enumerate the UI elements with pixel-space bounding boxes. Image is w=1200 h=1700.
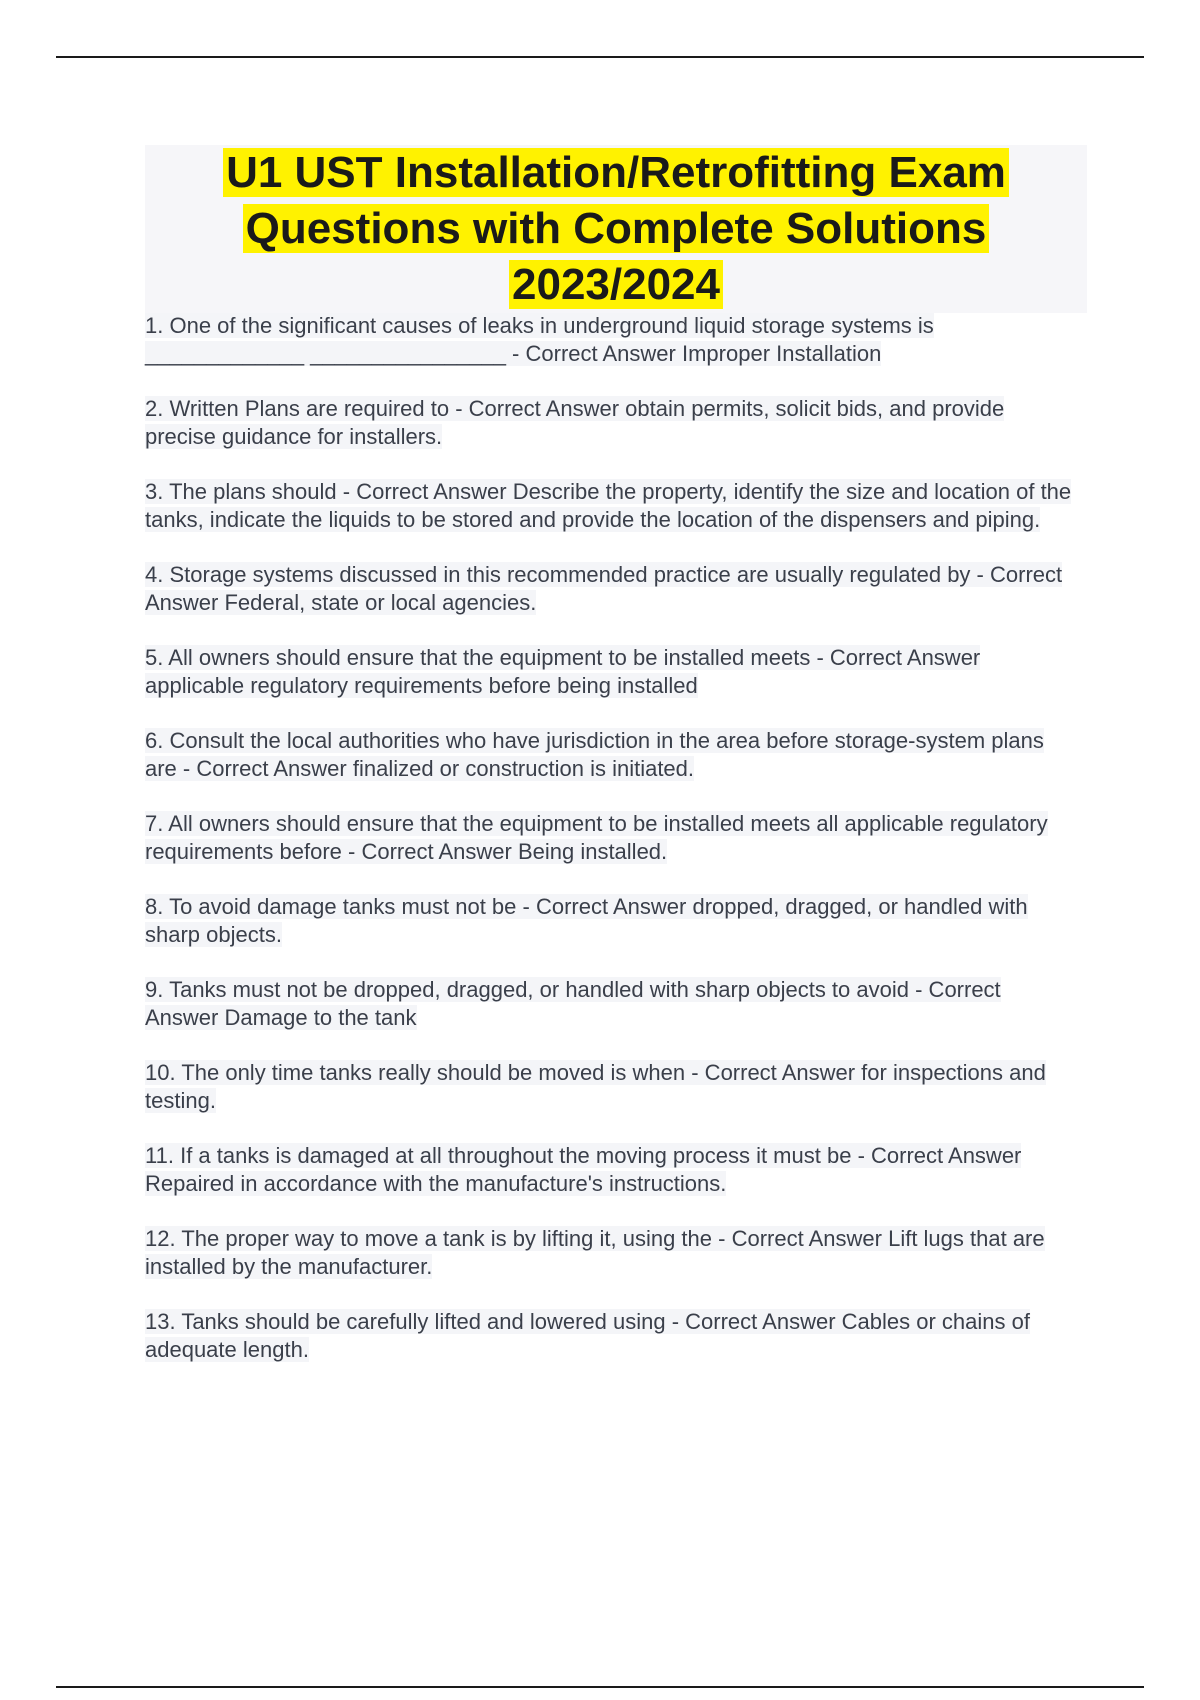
answer-text: finalized or construction is initiated. bbox=[352, 756, 695, 781]
question-item-2: 2. Written Plans are required to - Correct Answer obtain permits, solicit bids, and provide precise guidance for installers. bbox=[145, 396, 1005, 449]
answer-text: Lift lugs that are installed by the manufacturer. bbox=[145, 1226, 1045, 1279]
title-line-2: Questions with Complete Solutions bbox=[145, 201, 1087, 257]
answer-text: Describe the property, identify the size and location of the tanks, indicate the liquids to be stored and provide the location of the dispensers and piping. bbox=[145, 479, 1072, 532]
top-rule bbox=[56, 56, 1144, 58]
question-item-1: 1. One of the significant causes of leaks in underground liquid storage systems is _____________ ________________ - Correct Answer Improper Installation bbox=[145, 313, 934, 366]
question-item-5: 5. All owners should ensure that the equipment to be installed meets - Correct Answer applicable regulatory requirements before being installed bbox=[145, 645, 981, 698]
answer-text: Cables or chains of adequate length. bbox=[145, 1309, 1030, 1362]
answer-text: applicable regulatory requirements before being installed bbox=[145, 673, 698, 698]
answer-text: Damage to the tank bbox=[224, 1005, 417, 1030]
answer-text: for inspections and testing. bbox=[145, 1060, 1046, 1113]
question-item-4: 4. Storage systems discussed in this recommended practice are usually regulated by - Correct Answer Federal, state or local agencies. bbox=[145, 562, 1063, 615]
question-item-11: 11. If a tanks is damaged at all throughout the moving process it must be - Correct Answer Repaired in accordance with the manufacture's instructions. bbox=[145, 1143, 1022, 1196]
answer-text: Federal, state or local agencies. bbox=[224, 590, 537, 615]
question-item-7: 7. All owners should ensure that the equipment to be installed meets all applicable regulatory requirements before - Correct Answer Being installed. bbox=[145, 811, 1048, 864]
question-item-3: 3. The plans should - Correct Answer Describe the property, identify the size and location of the tanks, indicate the liquids to be stored and provide the location of the dispensers and piping. bbox=[145, 479, 1072, 532]
answer-text: Being installed. bbox=[517, 839, 668, 864]
answer-text: dropped, dragged, or handled with sharp objects. bbox=[145, 894, 1028, 947]
question-item-13: 13. Tanks should be carefully lifted and lowered using - Correct Answer Cables or chains of adequate length. bbox=[145, 1309, 1030, 1362]
question-item-6: 6. Consult the local authorities who have jurisdiction in the area before storage-system plans are - Correct Answer finalized or construction is initiated. bbox=[145, 728, 1044, 781]
title-line-1: U1 UST Installation/Retrofitting Exam bbox=[145, 145, 1087, 201]
answer-text: Repaired in accordance with the manufacture's instructions. bbox=[145, 1171, 727, 1196]
question-list bbox=[145, 312, 1075, 1391]
question-item-12: 12. The proper way to move a tank is by lifting it, using the - Correct Answer Lift lugs that are installed by the manufacturer. bbox=[145, 1226, 1045, 1279]
title-line-3: 2023/2024 bbox=[145, 257, 1087, 313]
document-title bbox=[145, 145, 1087, 313]
answer-text: Improper Installation bbox=[681, 341, 882, 366]
question-item-9: 9. Tanks must not be dropped, dragged, or handled with sharp objects to avoid - Correct Answer Damage to the tank bbox=[145, 977, 1001, 1030]
question-item-10: 10. The only time tanks really should be moved is when - Correct Answer for inspections and testing. bbox=[145, 1060, 1046, 1113]
bottom-rule bbox=[56, 1686, 1144, 1688]
answer-text: obtain permits, solicit bids, and provide precise guidance for installers. bbox=[145, 396, 1005, 449]
question-item-8: 8. To avoid damage tanks must not be - Correct Answer dropped, dragged, or handled with sharp objects. bbox=[145, 894, 1028, 947]
